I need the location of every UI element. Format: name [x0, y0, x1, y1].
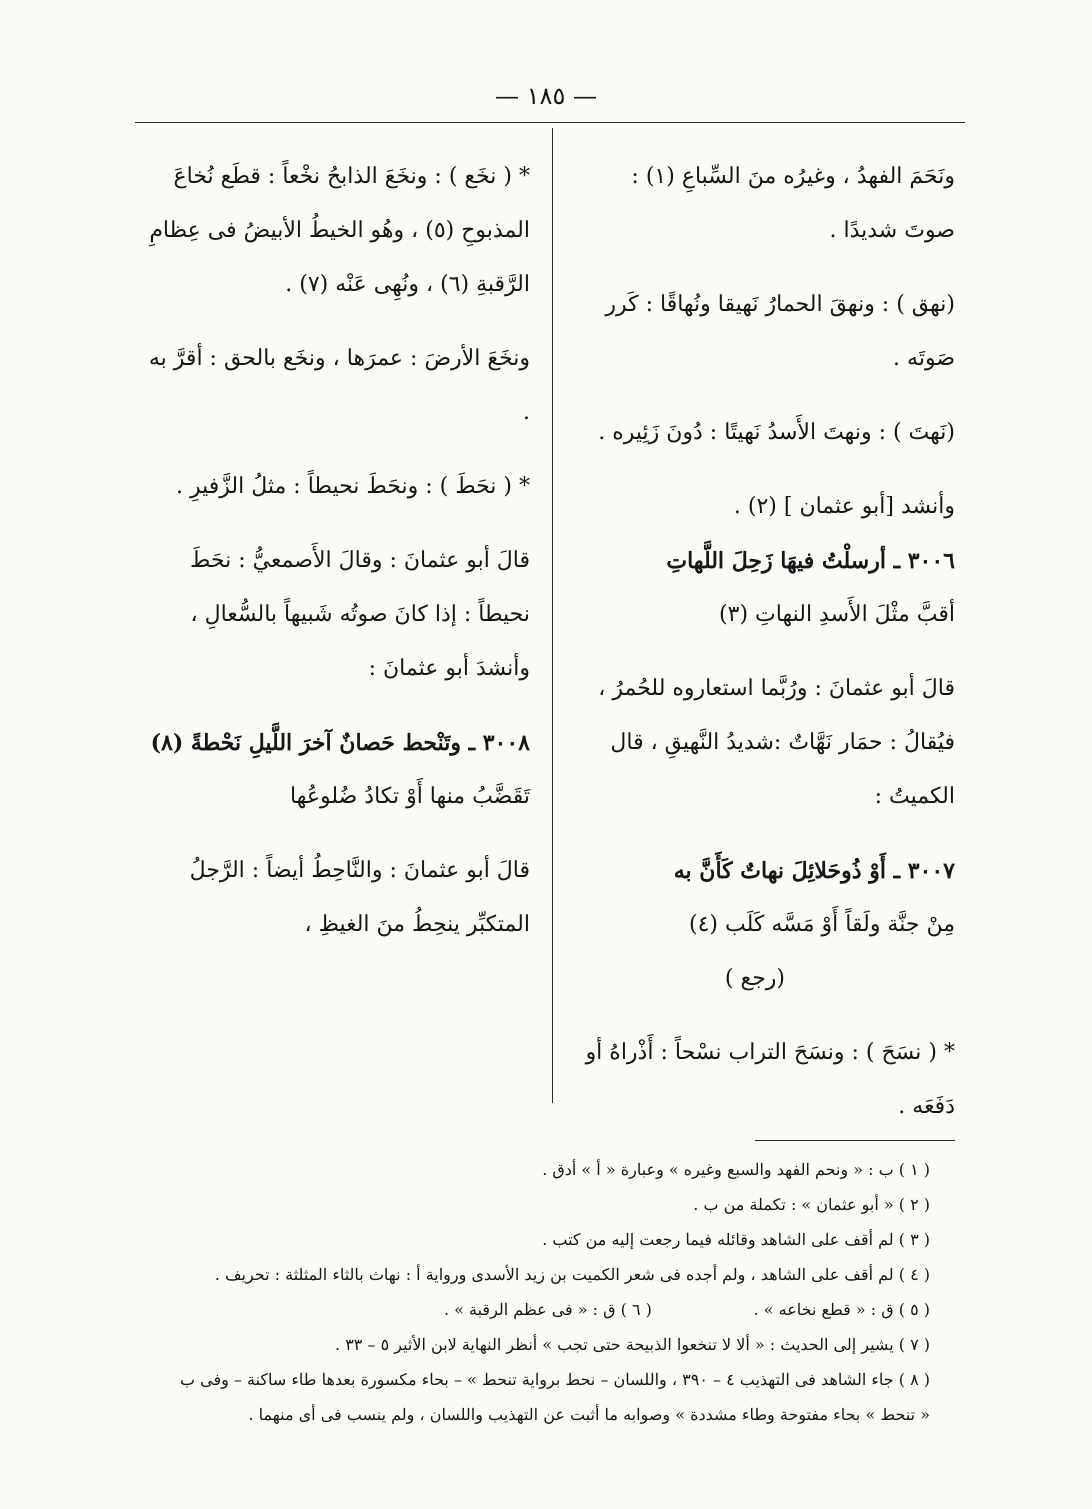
entry-commentary: قالَ أبو عثمانَ : ورُبَّما استعاروه للحُمرُ ، فيُقالُ : حمَار نَهَّاتٌ :شديدُ النَّهيقِ ، قال الكميتُ : — [598, 676, 955, 809]
footnote: ( ٢ ) « أبو عثمان » : تكملة من ب . — [693, 1195, 930, 1214]
entry-nasaha: * ( نسَحَ ) : ونسَحَ التراب نسْحاً : أَذْراهُ أو دَفَعَه . — [585, 1040, 955, 1119]
entry-nahata: (نَهتَ ) : ونهتَ الأَسدُ نَهيتًا : دُونَ زَئِيره . — [598, 420, 955, 445]
left-column — [140, 150, 530, 972]
verse-line: ٣٠٠٧ ـ أَوْ ذُوحَلائِلَ نهاتٌ كَأَنَّ به — [673, 858, 955, 884]
footnote: ( ٣ ) لم أقف على الشاهد وقائله فيما رجعت إليه من كتب . — [542, 1230, 930, 1249]
footnote: ( ١ ) ب : « ونحم الفهد والسبع وغيره » وعبارة « أ » أدق . — [542, 1160, 930, 1179]
verse-line: أقبَّ مثْلَ الأَسدِ النهاتِ (٣) — [719, 602, 955, 627]
entry-asmai: قالَ أبو عثمانَ : وقالَ الأَصمعيُّ : نحَطَ نحيطاً : إذا كانَ صوتُه شَبيهاً بالسُّعالِ ، وأنشدَ أبو عثمانَ : — [190, 548, 530, 681]
verse-line: ٣٠٠٨ ـ وتَنْحط حَصانٌ آخرَ اللَّيلِ نَحْطةً (٨) — [150, 730, 530, 756]
footnote-rule — [755, 1140, 955, 1141]
footnotes — [130, 1152, 930, 1432]
verse-3006 — [575, 480, 955, 642]
verse-line: تَقَضَّبُ منها أَوْ تكادُ ضُلوعُها — [290, 784, 530, 809]
footnote: « تنحط » بحاء مفتوحة وطاء مشددة » وصوابه ما أثبت عن التهذيب واللسان ، ولم ينسب فى أى منهما . — [248, 1405, 930, 1424]
entry-nahata-2: * ( نحَطَ ) : ونحَطَ نحيطاً : مثلُ الزَّفيرِ . — [176, 474, 530, 499]
verse-intro: وأنشد [أبو عثمان ] (٢) . — [733, 494, 955, 519]
entry-nahaqa: (نهق ) : ونهقَ الحمارُ نَهيقا ونُهاقًا : كَرر صَوتَه . — [605, 292, 955, 371]
verse-line: مِنْ جنَّة ولَقاً أَوْ مَسَّه كَلَب (٤) — [689, 912, 955, 937]
page-number: — ١٨٥ — — [495, 82, 597, 110]
column-divider — [552, 128, 553, 1103]
verse-3008 — [140, 716, 530, 824]
footnote: ( ٨ ) جاء الشاهد فى التهذيب ٤ – ٣٩٠ ، واللسان – نحط برواية تنحط » – بحاء مكسورة بعدها طاء ساكنة – وفى ب — [179, 1370, 930, 1389]
entry-nakhaa-ard: ونخَعَ الأرضَ : عمرَها ، ونخَع بالحق : أقرَّ به . — [148, 346, 530, 425]
footnote: ( ٤ ) لم أقف على الشاهد ، ولم أجده فى شعر الكميت بن زيد الأسدى ورواية أ : نهاث بالثاء المثلثة : تحريف . — [214, 1265, 930, 1284]
entry-nahit: قالَ أبو عثمانَ : والنَّاحِطُ أيضاً : الرَّجلُ المتكبِّر ينحِطُ منَ الغيظِ ، — [189, 858, 530, 937]
footnote: ( ٧ ) يشير إلى الحديث : « ألا لا تنخعوا الذبيحة حتى تجب » أنظر النهاية لابن الأثير ٥ – ٣٣ . — [335, 1335, 930, 1354]
verse-line: ٣٠٠٦ ـ أرسلْتُ فيهَا زَحِلَ اللَّهاتِ — [666, 548, 955, 574]
verse-meter: (رجع ) — [724, 966, 785, 991]
header-rule — [135, 122, 965, 123]
footnote: ( ٥ ) ق : « قطع نخاعه » . ( ٦ ) ق : « فى عظم الرقبة » . — [443, 1300, 930, 1319]
entry-nakhaa: * ( نخَع ) : ونخَعَ الذابحُ نخْعاً : قطَع نُخاعَ المذبوحِ (٥) ، وهُو الخيطُ الأبيضُ فى عِظامِ الرَّقبةِ (٦) ، ونُهِى عَنْه (٧) . — [149, 164, 530, 297]
verse-3007 — [575, 844, 955, 1006]
right-column — [575, 150, 955, 1154]
entry-nahama: ونَحَمَ الفهدُ ، وغيرُه منَ السِّباعِ (١) : صوتَ شديدًا . — [631, 164, 955, 243]
